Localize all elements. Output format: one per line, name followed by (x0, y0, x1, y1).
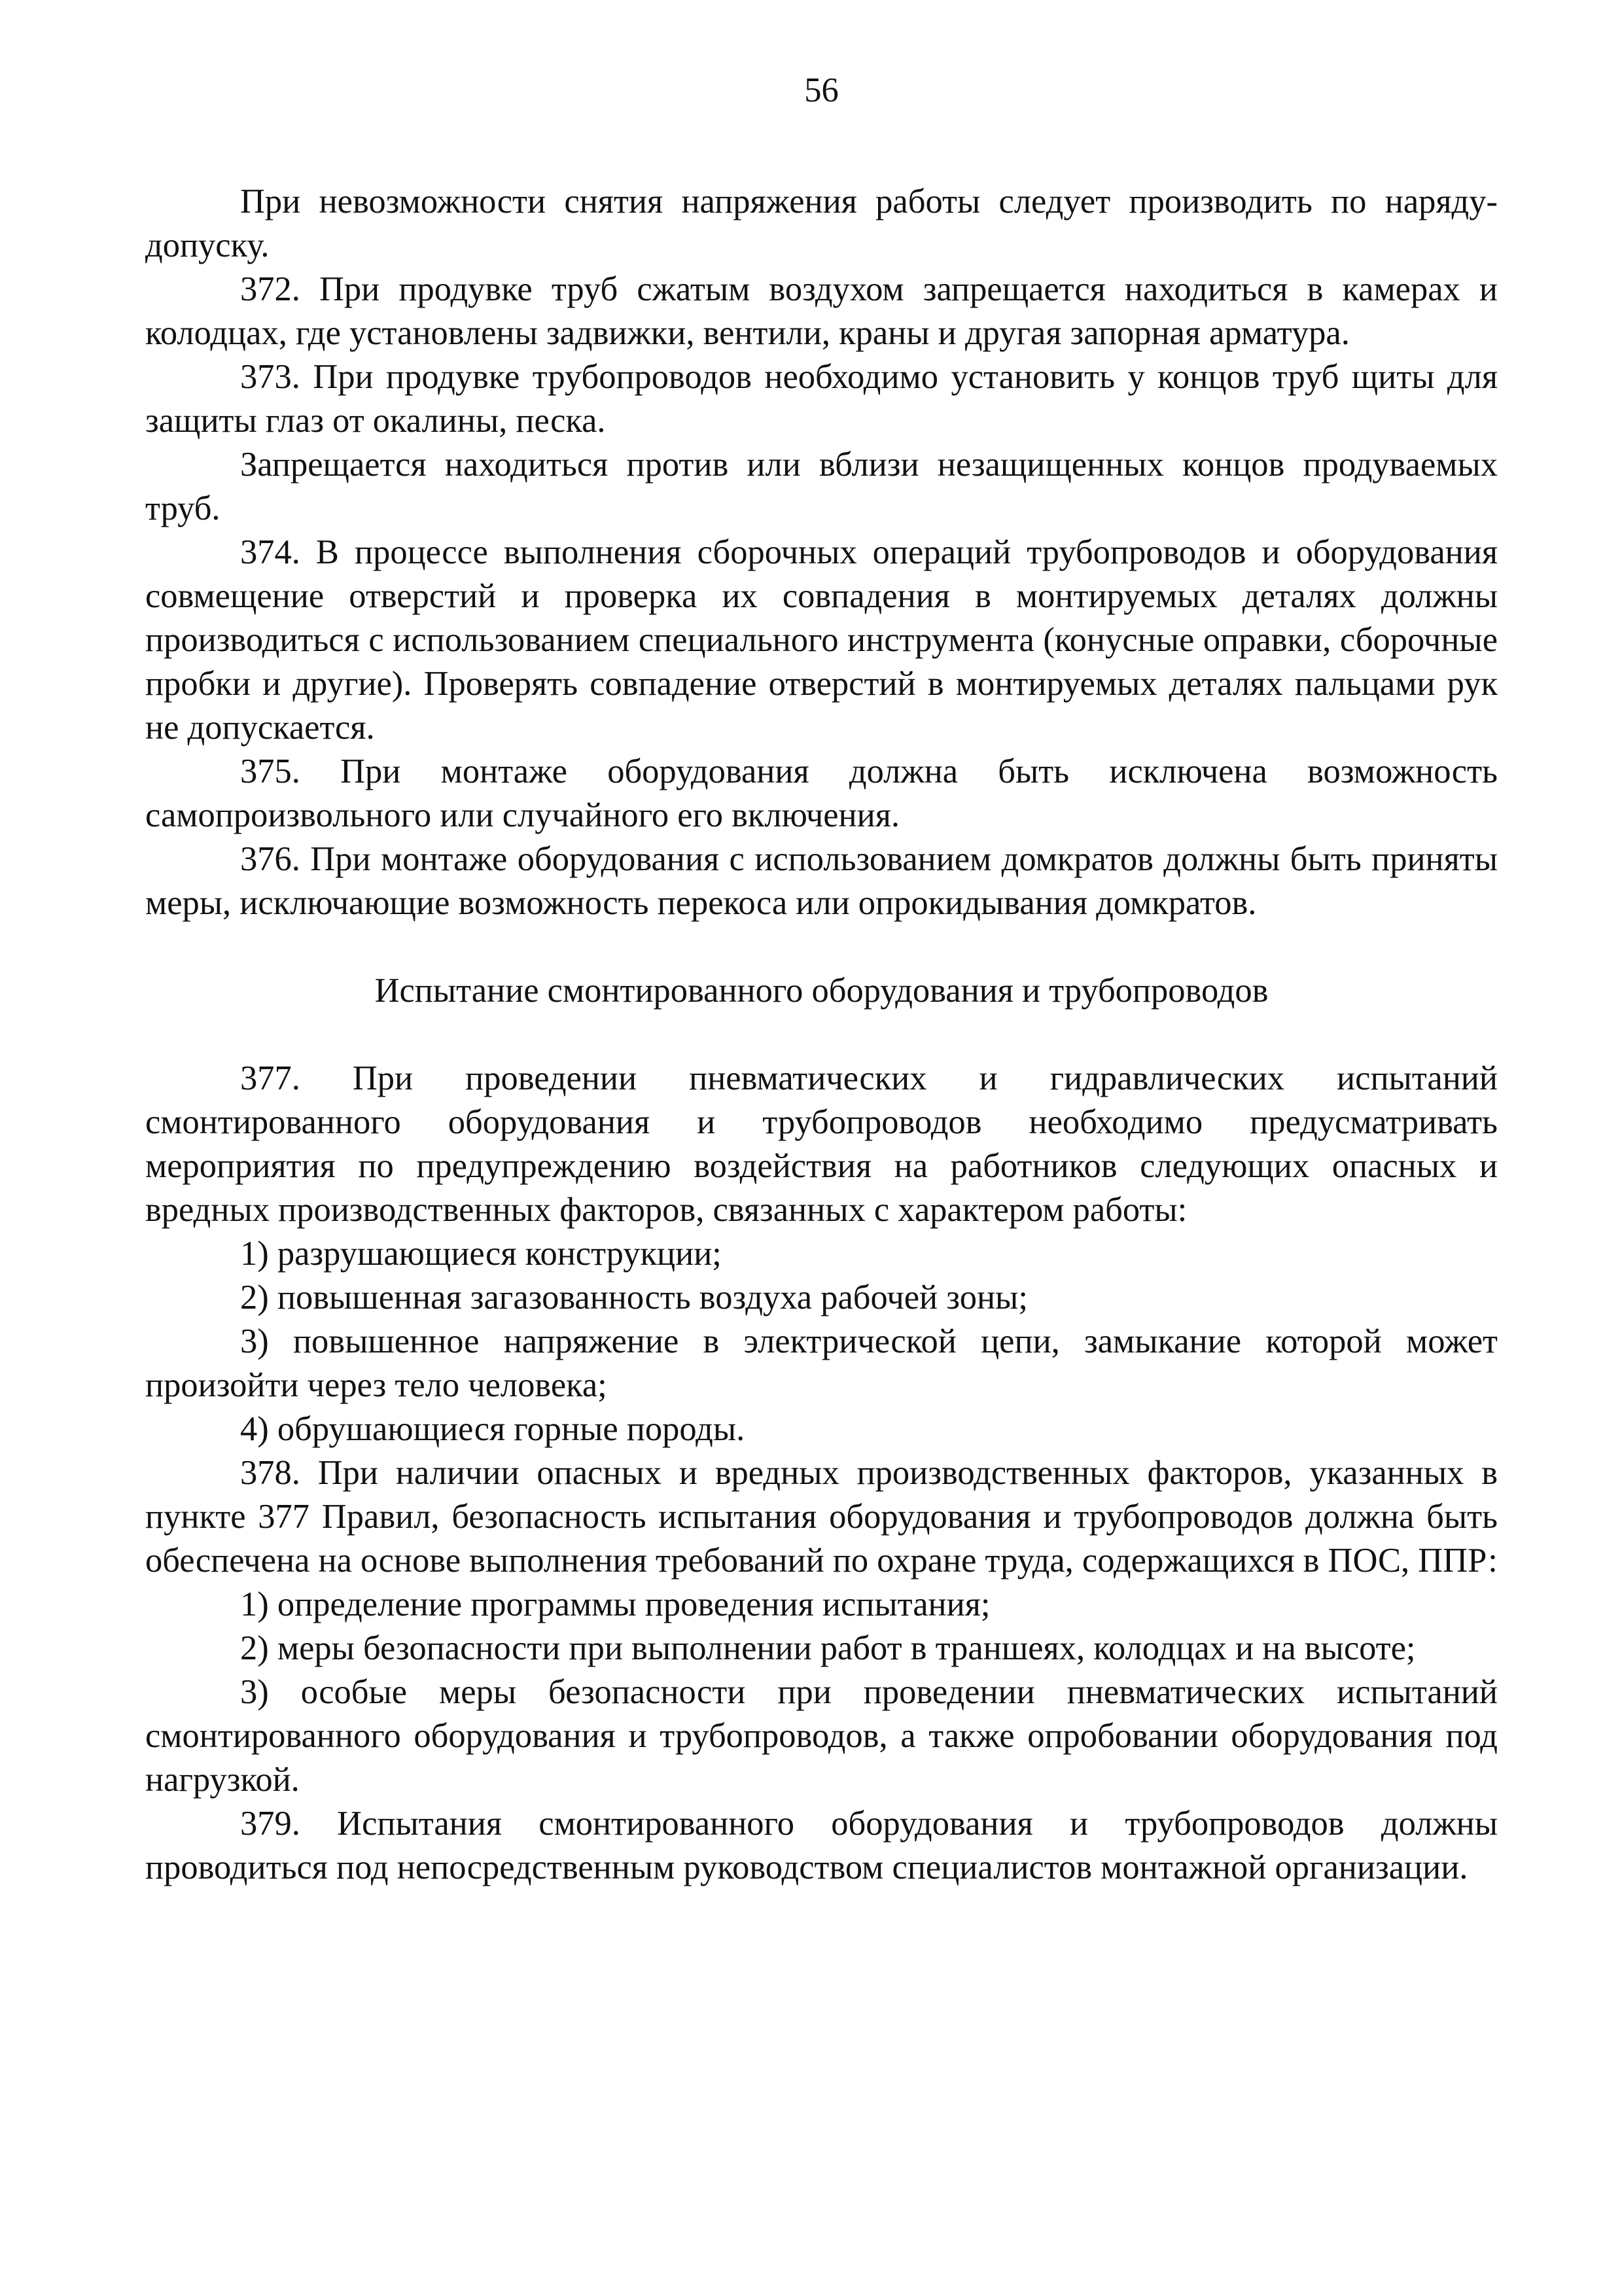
paragraph-376: 376. При монтаже оборудования с использованием домкратов должны быть приняты меры, исключающие возможность перекоса или опрокидывания домкратов. (145, 840, 1498, 922)
list-item-377-2: 2) повышенная загазованность воздуха рабочей зоны; (240, 1279, 1028, 1316)
list-item-377-3: 3) повышенное напряжение в электрической цепи, замыкание которой может произойти через тело человека; (145, 1322, 1498, 1404)
paragraph-work-permit: При невозможности снятия напряжения работы следует производить по наряду-допуску. (145, 183, 1498, 264)
list-item-378-2: 2) меры безопасности при выполнении работ в траншеях, колодцах и на высоте; (240, 1629, 1416, 1667)
paragraph-373: 373. При продувке трубопроводов необходимо установить у концов труб щиты для защиты глаз от окалины, песка. (145, 358, 1498, 440)
paragraph-377: 377. При проведении пневматических и гидравлических испытаний смонтированного оборудования и трубопроводов необходимо предусматривать мероприятия по предупреждению воздействия на работников следующих опасных и вредных производственных факторов, связанных с характером работы: (145, 1059, 1498, 1229)
list-item-377-4: 4) обрушающиеся горные породы. (240, 1410, 745, 1448)
section-heading: Испытание смонтированного оборудования и трубопроводов (374, 972, 1269, 1010)
paragraph-378: 378. При наличии опасных и вредных производственных факторов, указанных в пункте 377 Правил, безопасность испытания оборудования и трубопроводов должна быть обеспечена на основе выполнения требований по охране труда, содержащихся в ПОС, ППР: (145, 1454, 1498, 1580)
paragraph-372: 372. При продувке труб сжатым воздухом запрещается находиться в камерах и колодцах, где установлены задвижки, вентили, краны и другая запорная арматура. (145, 270, 1498, 352)
paragraph-prohibition: Запрещается находиться против или вблизи незащищенных концов продуваемых труб. (145, 446, 1498, 527)
list-item-378-1: 1) определение программы проведения испытания; (240, 1585, 991, 1623)
list-item-378-3: 3) особые меры безопасности при проведении пневматических испытаний смонтированного оборудования и трубопроводов, а также опробовании оборудования под нагрузкой. (145, 1673, 1498, 1799)
paragraph-379: 379. Испытания смонтированного оборудования и трубопроводов должны проводиться под непосредственным руководством специалистов монтажной организации. (145, 1805, 1498, 1886)
paragraph-374: 374. В процессе выполнения сборочных операций трубопроводов и оборудования совмещение отверстий и проверка их совпадения в монтируемых деталях должны производиться с использованием специального инструмента (конусные оправки, сборочные пробки и другие). Проверять совпадение отверстий в монтируемых деталях пальцами рук не допускается. (145, 533, 1498, 747)
page-number: 56 (804, 71, 839, 109)
list-item-377-1: 1) разрушающиеся конструкции; (240, 1235, 722, 1273)
paragraph-375: 375. При монтаже оборудования должна быть исключена возможность самопроизвольного или случайного его включения. (145, 752, 1498, 834)
